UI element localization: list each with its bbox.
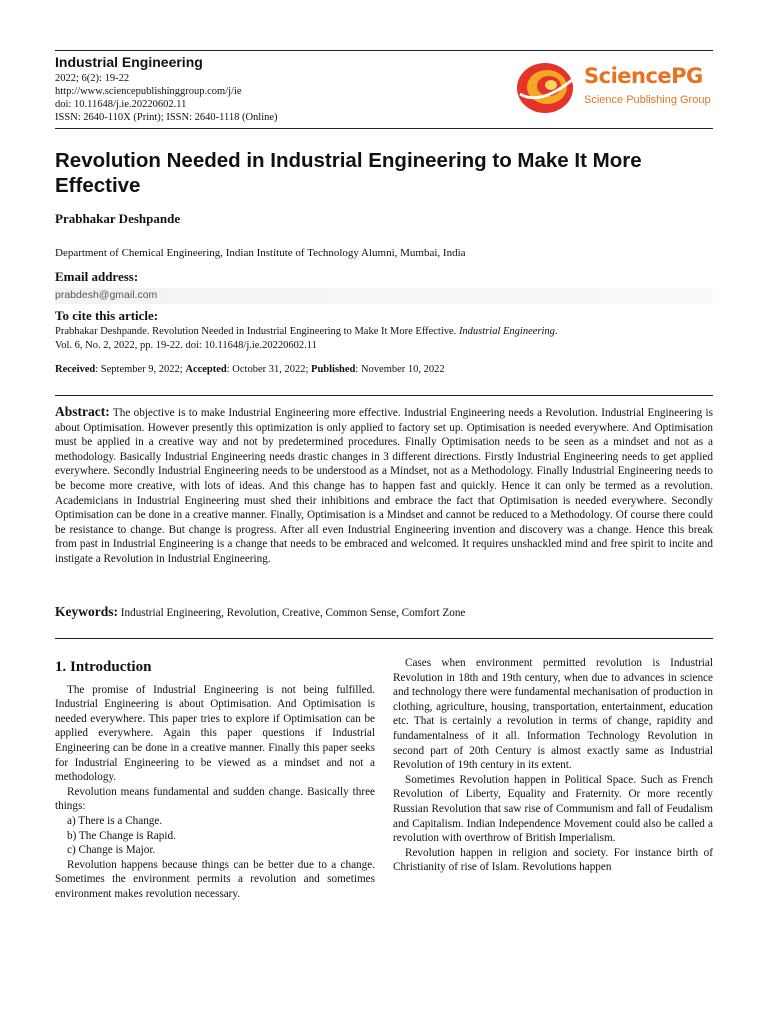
list-item: a) There is a Change. [67, 814, 163, 827]
abstract-top-rule [55, 395, 713, 396]
email-address[interactable]: prabdesh@gmail.com [55, 288, 713, 304]
journal-url[interactable]: http://www.sciencepublishinggroup.com/j/ie [55, 86, 242, 97]
accepted-label: Accepted [185, 364, 227, 375]
section-heading: 1. Introduction [55, 659, 152, 675]
right-paragraph-1: Cases when environment permitted revolution is Industrial Revolution in 18th and 19th century, when due to advances in science and technology there were fundamental mechanisation of production in clothing, agriculture, housing, transportation, entertainment, education etc. That is certainly a revolution in terms of change, rapidity and fundamentalness of it all. Information Technology Revolution in second part of 20th Century is almost exactly same as Industrial Revolution of 19th century in its extent. [393, 657, 713, 772]
right-paragraph-2: Sometimes Revolution happen in Political Space. Such as French Revolution of Liberty, Equality and Fraternity. Or more recently Russian Revolution that saw rise of Communism and fall of Feudalism and Capitalism. Indian Independence Movement could also be called a revolution with overthrow of British Imperialism. [393, 773, 713, 845]
abstract-bottom-rule [55, 638, 713, 639]
journal-name: Industrial Engineering [55, 54, 203, 70]
intro-paragraph-1: The promise of Industrial Engineering is not being fulfilled. Industrial Engineering is about Optimisation. And Optimisation is needed everywhere. This paper tries to explore if Optimisation can be applied everywhere. Again this paper questions if Industrial Engineering can be done in a creative manner. Finally this paper seeks for Industrial Engineering to be viewed as a mindset and not a methodology. [55, 683, 375, 784]
keywords-text: Industrial Engineering, Revolution, Creative, Common Sense, Comfort Zone [120, 607, 466, 619]
abstract [55, 405, 713, 567]
left-column [55, 660, 375, 902]
list-item: b) The Change is Rapid. [67, 829, 176, 842]
intro-paragraph-3: Revolution happens because things can be better due to a change. Sometimes the environment permits a revolution and sometimes environment makes revolution necessary. [55, 858, 375, 900]
intro-paragraph-2: Revolution means fundamental and sudden change. Basically three things: [55, 785, 375, 813]
right-column [393, 656, 713, 875]
citation [55, 325, 715, 353]
received-label: Received [55, 364, 96, 375]
article-dates [55, 364, 445, 375]
abstract-text: The objective is to make Industrial Engineering more effective. Industrial Engineering needs a Revolution. Industrial Engineering is about Optimisation. However presently this optimization is only applied to factory set up. Optimisation is needed everywhere. And Optimisation must be applied in a creative way and not by predetermined procedures. Finally Optimisation needs to be seen as a mindset and not as a methodology. Basically Industrial Engineering needs drastic changes in 3 different directions. Firstly Industrial Engineering needs to get applied everywhere. Secondly Industrial Engineering needs to be understood as a Mindset, not as a Methodology. Finally Industrial Engineering needs to be become more creative, with lots of ideas. And this change has to happen fast and quickly. Hence it can only be termed as a revolution. Academicians in Industrial Engineering must shed their inhibitions and embrace the fact that Optimisation is needed everywhere. Secondly Optimisation can be done in a creative manner. Finally, Optimisation is a Mindset and cannot be reduced to a Methodology. Of course there could be resistance to change. But change is progress. After all even Industrial Engineering invention and discovery was a change. Hence this break from past in Industrial Engineering is a change that needs to be embraced and welcomed. It requires unshackled mind and free spirit to incite and instigate a Revolution in Industrial Engineering. [55, 407, 713, 565]
journal-issn: ISSN: 2640-110X (Print); ISSN: 2640-1118 (Online) [55, 112, 278, 123]
keywords [55, 604, 713, 620]
volume-pages: 2022; 6(2): 19-22 [55, 73, 130, 84]
published-date: : November 10, 2022 [355, 364, 445, 375]
paper-title: Revolution Needed in Industrial Engineering to Make It More Effective [55, 149, 642, 197]
accepted-date: : October 31, 2022; [226, 364, 312, 375]
citation-journal: Industrial Engineering [458, 326, 555, 337]
revolution-list [55, 814, 375, 858]
logo-wordmark: SciencePG [584, 64, 703, 88]
published-label: Published [311, 364, 356, 375]
author-name: Prabhakar Deshpande [55, 211, 181, 226]
cite-heading: To cite this article: [55, 308, 159, 323]
publisher-logo [514, 60, 714, 116]
email-heading: Email address: [55, 269, 139, 284]
journal-doi[interactable]: doi: 10.11648/j.ie.20220602.11 [55, 99, 187, 110]
header-rule [55, 128, 713, 129]
citation-text: Prabhakar Deshpande. Revolution Needed in Industrial Engineering to Make It More Effective. [55, 326, 459, 337]
citation-volume: Vol. 6, No. 2, 2022, pp. 19-22. doi: 10.11648/j.ie.20220602.11 [55, 340, 317, 351]
keywords-label: Keywords: [55, 604, 118, 619]
affiliation: Department of Chemical Engineering, Indian Institute of Technology Alumni, Mumbai, India [55, 247, 466, 259]
sciencepg-swirl-icon [514, 60, 576, 116]
abstract-label: Abstract: [55, 404, 110, 419]
citation-end: . [554, 326, 558, 337]
logo-subtitle: Science Publishing Group [584, 94, 711, 106]
received-date: : September 9, 2022; [95, 364, 186, 375]
right-paragraph-3: Revolution happen in religion and society. For instance birth of Christianity of rise of Islam. Revolutions happen [393, 846, 713, 874]
list-item: c) Change is Major. [67, 844, 156, 857]
journal-meta [55, 72, 278, 124]
top-rule [55, 50, 713, 51]
